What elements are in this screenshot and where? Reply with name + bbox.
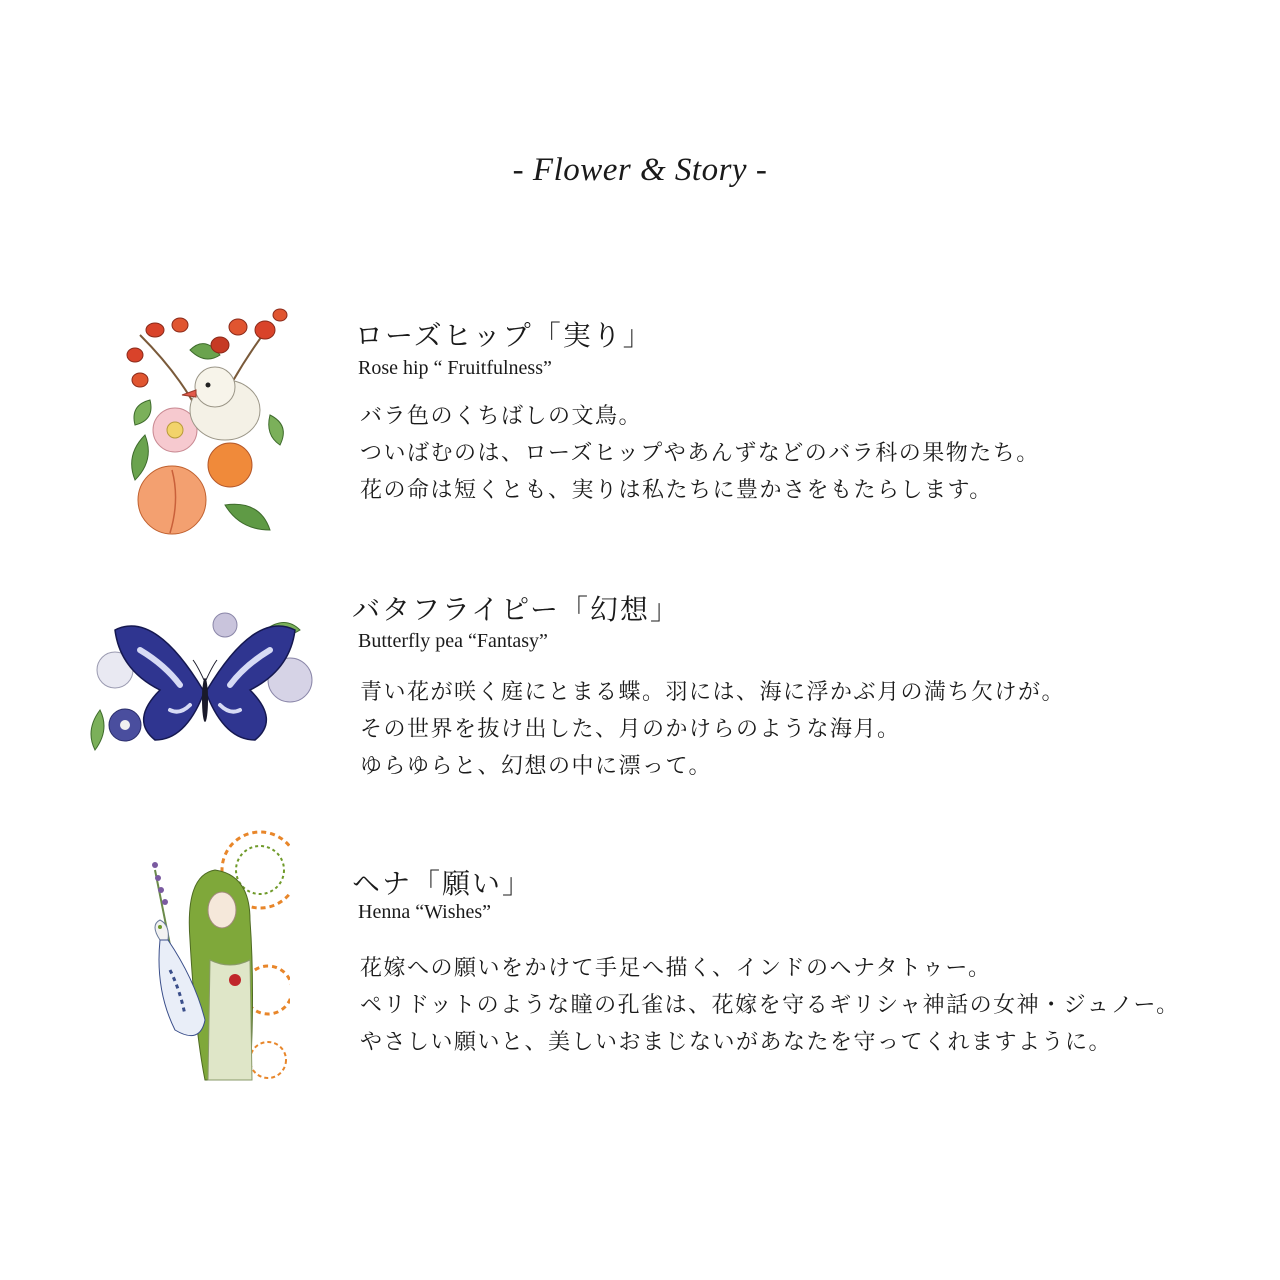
butterfly-pea-illustration bbox=[85, 610, 325, 770]
description-line: ゆらゆらと、幻想の中に漂って。 bbox=[360, 754, 713, 779]
entry-jp-title: ローズヒップ「実り」 bbox=[355, 319, 653, 352]
description-line: 花の命は短くとも、実りは私たちに豊かさをもたらします。 bbox=[360, 478, 993, 503]
description-line: その世界を抜け出した、月のかけらのような海月。 bbox=[360, 717, 901, 742]
description-line: ついばむのは、ローズヒップやあんずなどのバラ科の果物たち。 bbox=[360, 441, 1040, 466]
entry-description bbox=[360, 398, 1040, 509]
description-line: ペリドットのような瞳の孔雀は、花嫁を守るギリシャ神話の女神・ジュノー。 bbox=[360, 993, 1180, 1018]
description-line: 花嫁への願いをかけて手足へ描く、インドのヘナタトゥー。 bbox=[360, 956, 992, 981]
entry-jp-title: バタフライピー「幻想」 bbox=[352, 593, 681, 626]
entry-description bbox=[360, 950, 1180, 1061]
page-heading: - Flower & Story - bbox=[512, 152, 768, 188]
entry-description bbox=[360, 674, 1065, 785]
entry-jp-title: ヘナ「願い」 bbox=[352, 867, 533, 900]
description-line: バラ色のくちばしの文鳥。 bbox=[360, 404, 643, 429]
entry-en-title: Butterfly pea “Fantasy” bbox=[358, 630, 548, 652]
description-line: やさしい願いと、美しいおまじないがあなたを守ってくれますように。 bbox=[360, 1030, 1113, 1055]
henna-bride-peacock-illustration bbox=[140, 830, 290, 1085]
description-line: 青い花が咲く庭にとまる蝶。羽には、海に浮かぶ月の満ち欠けが。 bbox=[360, 680, 1066, 705]
rose-hip-bird-illustration bbox=[120, 305, 295, 545]
entry-en-title: Henna “Wishes” bbox=[358, 901, 492, 923]
entry-en-title: Rose hip “ Fruitfulness” bbox=[358, 357, 552, 379]
